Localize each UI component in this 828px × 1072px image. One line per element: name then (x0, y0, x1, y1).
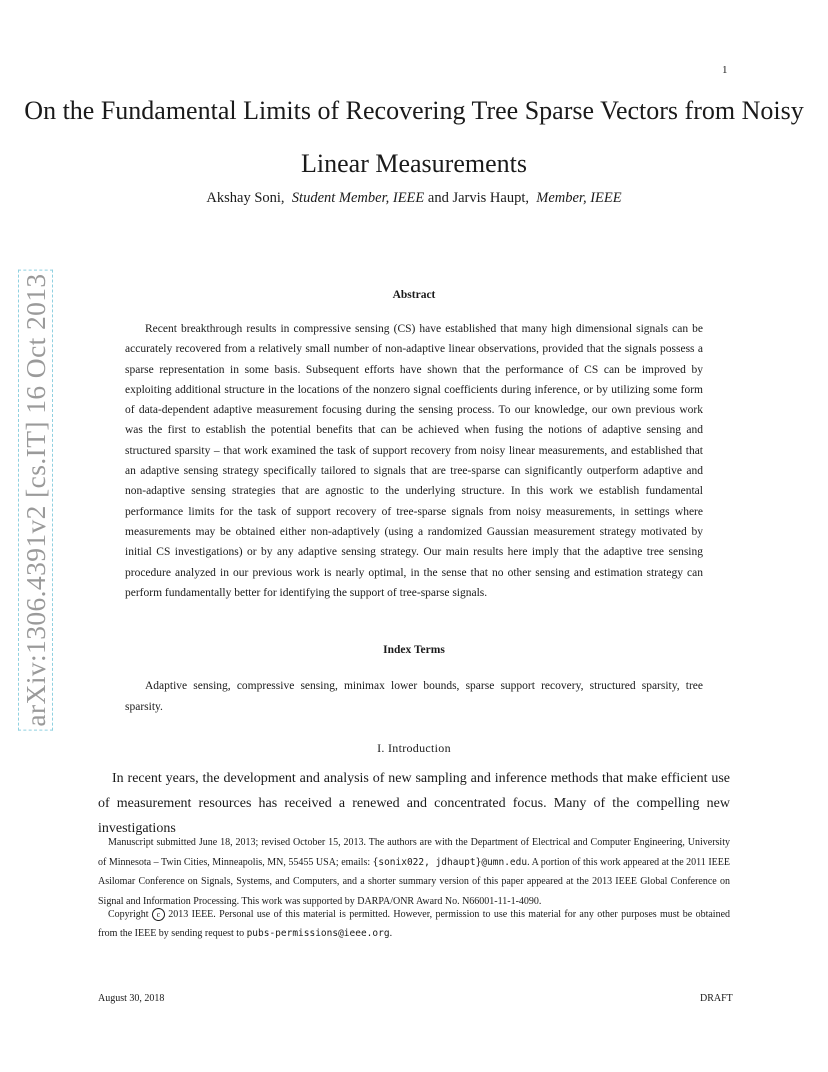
manuscript-text-continued: . A portion of this work appeared at the 2011 IEEE Asilomar Conference on Signals, Systems, and Computers, and a shorter summary version of this paper appeared at the 2013 IEEE Global Conference on Signal and Information Processing. This work was supported by DARPA/ONR Award No. N66001-11-1-4090. (98, 856, 730, 907)
footer-status: DRAFT (700, 993, 733, 1004)
page-number: 1 (722, 64, 728, 76)
author-name: Jarvis Haupt, (452, 190, 529, 206)
manuscript-footnote (98, 833, 730, 911)
copyright-label: Copyright (108, 909, 149, 920)
abstract-body: Recent breakthrough results in compressive sensing (CS) have established that many high dimensional signals can be accurately recovered from a relatively small number of non-adaptive linear observations, provided that the signals possess a sparse representation in some basis. Subsequent efforts have shown that the performance of CS can be improved by exploiting additional structure in the locations of the nonzero signal coefficients during inference, or by utilizing some form of data-dependent adaptive measurement focusing during the sensing process. To our knowledge, our own previous work was the first to establish the potential benefits that can be achieved when fusing the notions of adaptive sensing and structured sparsity – that work examined the task of support recovery from noisy linear measurements, and established that an adaptive sensing strategy specifically tailored to signals that are tree-sparse can significantly outperform adaptive and non-adaptive sensing strategies that are agnostic to the underlying structure. In this work we establish fundamental performance limits for the task of support recovery of tree-sparse signals from noisy measurements, in settings where measurements may be obtained either non-adaptively (using a randomized Gaussian measurement strategy motivated by initial CS investigations) or by any adaptive sensing strategy. Our main results here imply that the adaptive tree sensing procedure analyzed in our previous work is nearly optimal, in the sense that no other sensing and estimation strategy can perform fundamentally better for identifying the support of tree-sparse signals. (125, 323, 703, 599)
author-emails: {sonix022, jdhaupt}@umn.edu (372, 856, 528, 868)
arxiv-identifier: arXiv:1306.4391v2 [cs.IT] 16 Oct 2013 (18, 269, 53, 730)
author-line (0, 190, 828, 207)
abstract-heading: Abstract (392, 289, 436, 301)
copyright-icon: c (152, 908, 165, 921)
author-role: Member, IEEE (536, 190, 622, 206)
paper-title: On the Fundamental Limits of Recovering Tree Sparse Vectors from Noisy Linear Measurements (24, 96, 804, 178)
copyright-text: 2013 IEEE. Personal use of this material is permitted. However, permission to use this material for any other purposes must be obtained from the IEEE by sending request to (98, 909, 731, 939)
author-name: Akshay Soni, (206, 190, 285, 206)
author-connector: and (427, 190, 449, 206)
index-terms-heading: Index Terms (383, 644, 445, 656)
copyright-end: . (389, 928, 393, 939)
permissions-email: pubs-permissions@ieee.org (246, 928, 390, 939)
author-role: Student Member, IEEE (291, 190, 425, 206)
arxiv-stamp (20, 269, 52, 730)
manuscript-text: Manuscript submitted June 18, 2013; revised October 15, 2013. The authors are with the Department of Electrical and Computer Engineering, University of Minnesota – Twin Cities, Minneapolis, MN, 55455 USA; emails: (98, 837, 730, 868)
index-terms-body: Adaptive sensing, compressive sensing, minimax lower bounds, sparse support recovery, structured sparsity, tree sparsity. (125, 680, 703, 713)
introduction-body: In recent years, the development and analysis of new sampling and inference methods that make efficient use of measurement resources has received a renewed and concentrated focus. Many of the compelling new investigations (98, 771, 730, 836)
footer-date: August 30, 2018 (98, 993, 165, 1004)
introduction-heading: I. Introduction (377, 741, 451, 755)
copyright-footnote (98, 905, 730, 943)
